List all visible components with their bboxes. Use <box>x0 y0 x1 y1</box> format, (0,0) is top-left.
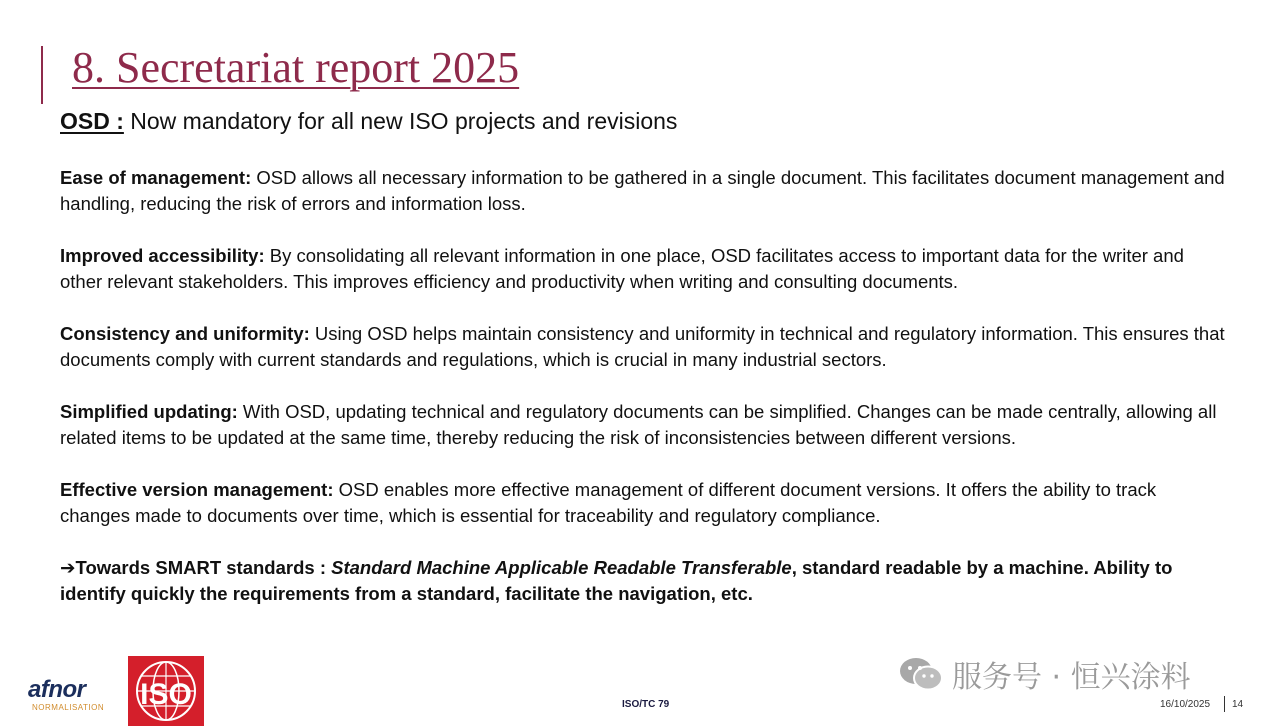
paragraph-version-management <box>60 477 1230 529</box>
iso-logo-text: ISO <box>140 678 192 711</box>
page-title: 8. Secretariat report 2025 <box>72 43 520 92</box>
subtitle <box>60 108 677 135</box>
paragraph-text: By consolidating all relevant information in one place, OSD facilitates access to important data for the writer and other relevant stakeholders. This improves efficiency and productivity when writing and consulting documents. <box>60 245 1184 292</box>
paragraph-text: Using OSD helps maintain consistency and uniformity in technical and regulatory information. This ensures that documents comply with current standards and regulations, which is crucial in many industrial sectors. <box>60 323 1225 370</box>
paragraph-improved-accessibility <box>60 243 1230 295</box>
paragraph-ease-of-management <box>60 165 1230 217</box>
content-body <box>60 165 1230 633</box>
conclusion-post: , standard readable by a machine. Ability to identify quickly the requirements from a standard, facilitate the navigation, etc. <box>60 557 1173 604</box>
arrow-right-icon: ➔ <box>60 557 76 578</box>
watermark <box>898 654 1191 694</box>
paragraph-simplified-updating <box>60 399 1230 451</box>
paragraph-text: With OSD, updating technical and regulatory documents can be simplified. Changes can be made centrally, allowing all related items to be updated at the same time, thereby reducing the risk of inconsistencies between different versions. <box>60 401 1217 448</box>
paragraph-lead: Effective version management: <box>60 479 334 500</box>
paragraph-consistency-uniformity <box>60 321 1230 373</box>
iso-logo <box>128 656 204 726</box>
page-number: 14 <box>1232 699 1244 710</box>
wechat-icon <box>898 655 944 693</box>
watermark-text: 服务号 · 恒兴涂料 <box>952 660 1191 695</box>
afnor-logo <box>28 678 124 712</box>
footer-committee: ISO/TC 79 <box>622 699 670 710</box>
afnor-logo-text: afnor <box>28 676 86 703</box>
subtitle-text: Now mandatory for all new ISO projects and revisions <box>123 108 678 134</box>
paragraph-lead: Consistency and uniformity: <box>60 323 310 344</box>
title-accent-bar <box>41 46 43 104</box>
footer <box>0 648 1280 726</box>
subtitle-label: OSD : <box>60 108 124 134</box>
paragraph-lead: Simplified updating: <box>60 401 238 422</box>
conclusion-paragraph <box>60 555 1230 607</box>
paragraph-text: OSD enables more effective management of different document versions. It offers the ability to track changes made to documents over time, which is essential for traceability and regulatory compliance. <box>60 479 1157 526</box>
paragraph-text: OSD allows all necessary information to be gathered in a single document. This facilitates document management and handling, reducing the risk of errors and information loss. <box>60 167 1225 214</box>
paragraph-lead: Ease of management: <box>60 167 252 188</box>
footer-divider <box>1224 696 1225 712</box>
afnor-logo-subtext: NORMALISATION <box>32 703 105 712</box>
conclusion-pre: Towards SMART standards : <box>75 557 332 578</box>
paragraph-lead: Improved accessibility: <box>60 245 265 266</box>
conclusion-italic: Standard Machine Applicable Readable Transferable <box>331 557 792 578</box>
footer-date: 16/10/2025 <box>1160 699 1211 710</box>
